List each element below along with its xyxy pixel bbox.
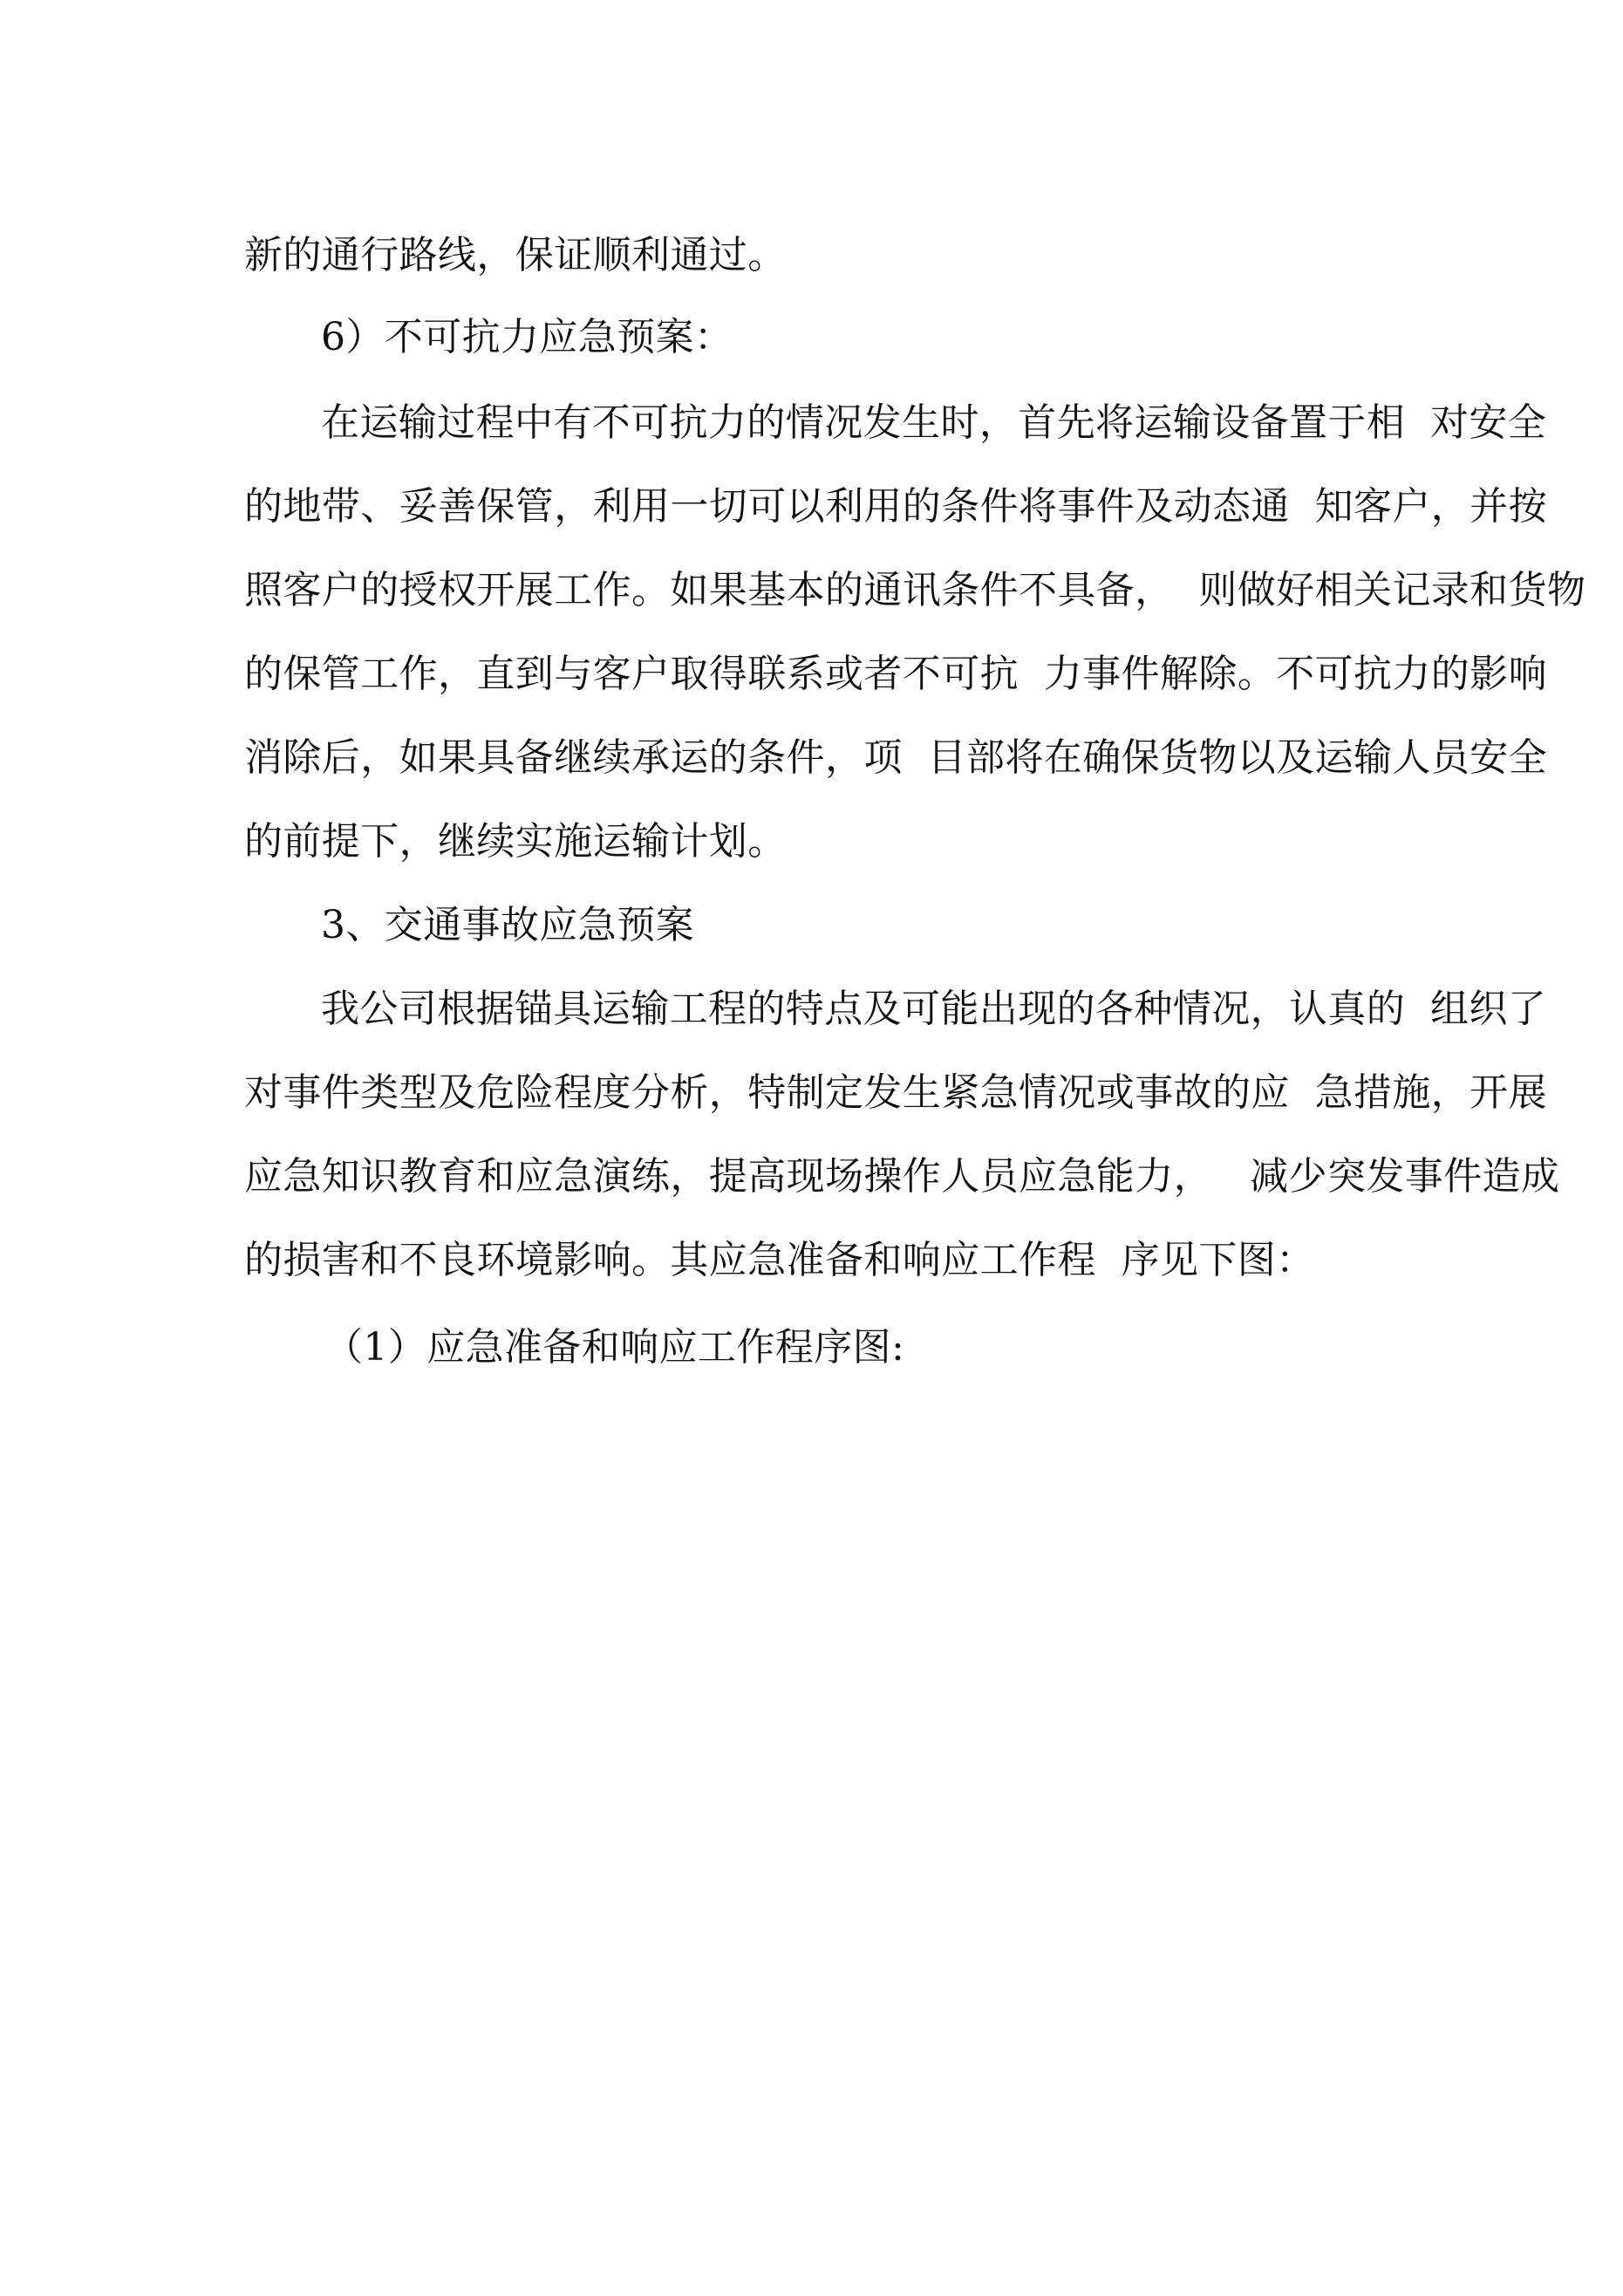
paragraph-line: 应急知识教育和应急演练，提高现场操作人员应急能力， 减少突发事件造成 bbox=[244, 1154, 1560, 1199]
paragraph-line: 的地带、妥善保管，利用一切可以利用的条件将事件及动态通 知客户，并按 bbox=[244, 484, 1547, 529]
section-heading-force-majeure: 6）不可抗力应急预案： bbox=[321, 315, 733, 359]
paragraph-line: 对事件类型及危险程度分析，特制定发生紧急情况或事故的应 急措施，开展 bbox=[244, 1070, 1547, 1115]
paragraph-line: 在运输过程中有不可抗力的情况发生时，首先将运输设备置于相 对安全 bbox=[321, 400, 1547, 445]
figure-caption-heading: （1）应急准备和响应工作程序图: bbox=[324, 1325, 905, 1370]
paragraph-line: 的损害和不良环境影响。其应急准备和响应工作程 序见下图： bbox=[244, 1238, 1315, 1282]
paragraph-line: 的保管工作，直到与客户取得联系或者不可抗 力事件解除。不可抗力的影响 bbox=[244, 652, 1547, 696]
paragraph-line: 照客户的授权开展工作。如果基本的通讯条件不具备， 则做好相关记录和货物 bbox=[244, 568, 1586, 612]
paragraph-line: 的前提下，继续实施运输计划。 bbox=[244, 819, 787, 864]
paragraph-line: 消除后，如果具备继续承运的条件，项 目部将在确保货物以及运输人员安全 bbox=[244, 735, 1547, 780]
section-heading-traffic-accident: 3、交通事故应急预案 bbox=[321, 903, 694, 947]
paragraph-line: 我公司根据锚具运输工程的特点及可能出现的各种情况，认真的 组织了 bbox=[321, 987, 1547, 1031]
paragraph-line: 新的通行路线，保证顺利通过。 bbox=[244, 233, 787, 277]
